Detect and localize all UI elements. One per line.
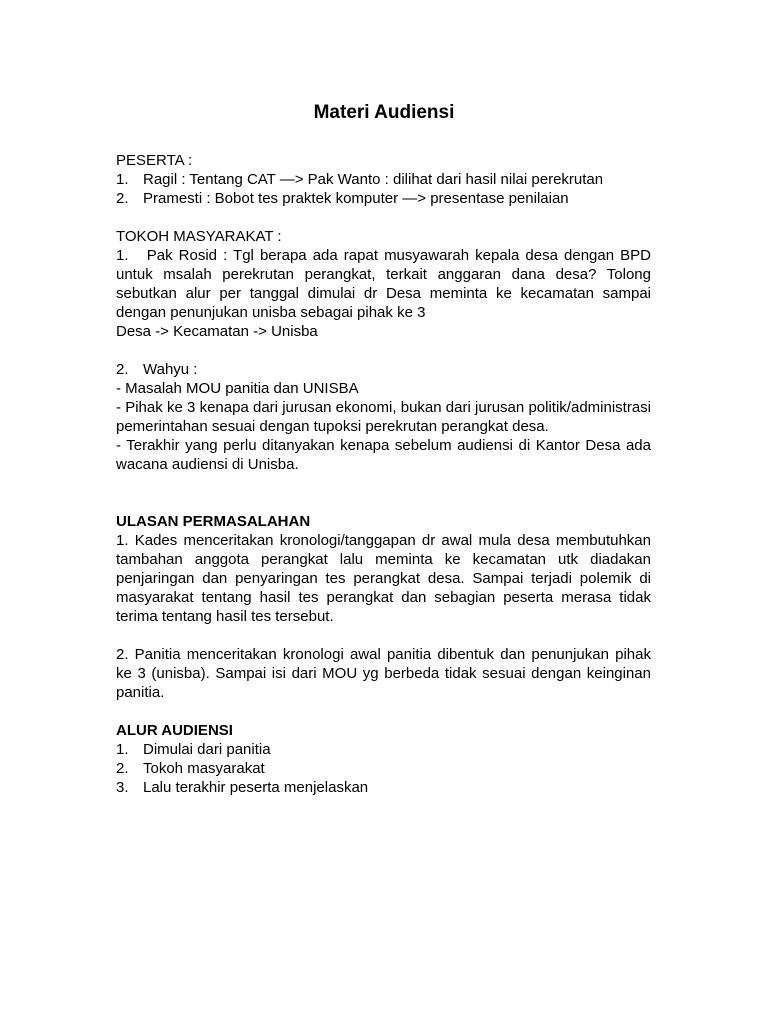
list-text: Ragil : Tentang CAT —> Pak Wanto : dilihat dari hasil nilai perekrutan: [143, 171, 604, 188]
list-number: 1.: [116, 171, 129, 188]
list-text: Pramesti : Bobot tes praktek komputer —> presentase penilaian: [143, 190, 569, 207]
tokoh-point: - Terakhir yang perlu ditanyakan kenapa sebelum audiensi di Kantor Desa ada wacana audiensi di Unisba.: [116, 437, 651, 473]
tokoh-point: - Pihak ke 3 kenapa dari jurusan ekonomi, bukan dari jurusan politik/administrasi pemerintahan sesuai dengan tupoksi perekrutan perangkat desa.: [116, 399, 651, 435]
peserta-heading: PESERTA :: [116, 152, 193, 169]
document-title: Materi Audiensi: [313, 102, 455, 123]
list-text: Pak Rosid : Tgl berapa ada rapat musyawarah kepala desa dengan BPD untuk msalah perekrutan perangkat, terkait anggaran dana desa? Tolong sebutkan alur per tanggal dimulai dr Desa meminta ke kecamatan sampai dengan penunjukan unisba sebagai pihak ke 3: [116, 247, 651, 321]
tokoh-item-2: [116, 360, 651, 379]
ulasan-paragraph: 2. Panitia menceritakan kronologi awal panitia dibentuk dan penunjukan pihak ke 3 (unisba). Sampai isi dari MOU yg berbeda tidak sesuai dengan keinginan panitia.: [116, 646, 651, 701]
list-text: Dimulai dari panitia: [143, 741, 271, 758]
list-number: 2.: [116, 760, 129, 777]
list-number: 1.: [116, 741, 129, 758]
tokoh-heading: TOKOH MASYARAKAT :: [116, 228, 282, 245]
list-number: 2.: [116, 190, 129, 207]
tokoh-item-1: [116, 246, 651, 322]
ulasan-heading: ULASAN PERMASALAHAN: [116, 513, 311, 530]
peserta-item: [116, 189, 651, 208]
list-number: 3.: [116, 779, 129, 796]
alur-heading: ALUR AUDIENSI: [116, 722, 233, 739]
tokoh-flow: Desa -> Kecamatan -> Unisba: [116, 323, 318, 340]
tokoh-point: - Masalah MOU panitia dan UNISBA: [116, 380, 359, 397]
alur-item: [116, 778, 651, 797]
list-number: 2.: [116, 361, 129, 378]
list-text: Tokoh masyarakat: [143, 760, 265, 777]
alur-item: [116, 759, 651, 778]
alur-item: [116, 740, 651, 759]
ulasan-paragraph: 1. Kades menceritakan kronologi/tanggapan dr awal mula desa membutuhkan tambahan anggota perangkat lalu meminta ke kecamatan utk diadakan penjaringan dan penyaringan tes perangkat desa. Sampai terjadi polemik di masyarakat tentang hasil tes perangkat dan sebagian peserta merasa tidak terima tentang hasil tes tersebut.: [116, 532, 651, 625]
list-number: 1.: [116, 247, 129, 264]
list-text: Wahyu :: [143, 361, 198, 378]
list-text: Lalu terakhir peserta menjelaskan: [143, 779, 369, 796]
peserta-item: [116, 170, 651, 189]
document-body: [116, 151, 651, 797]
